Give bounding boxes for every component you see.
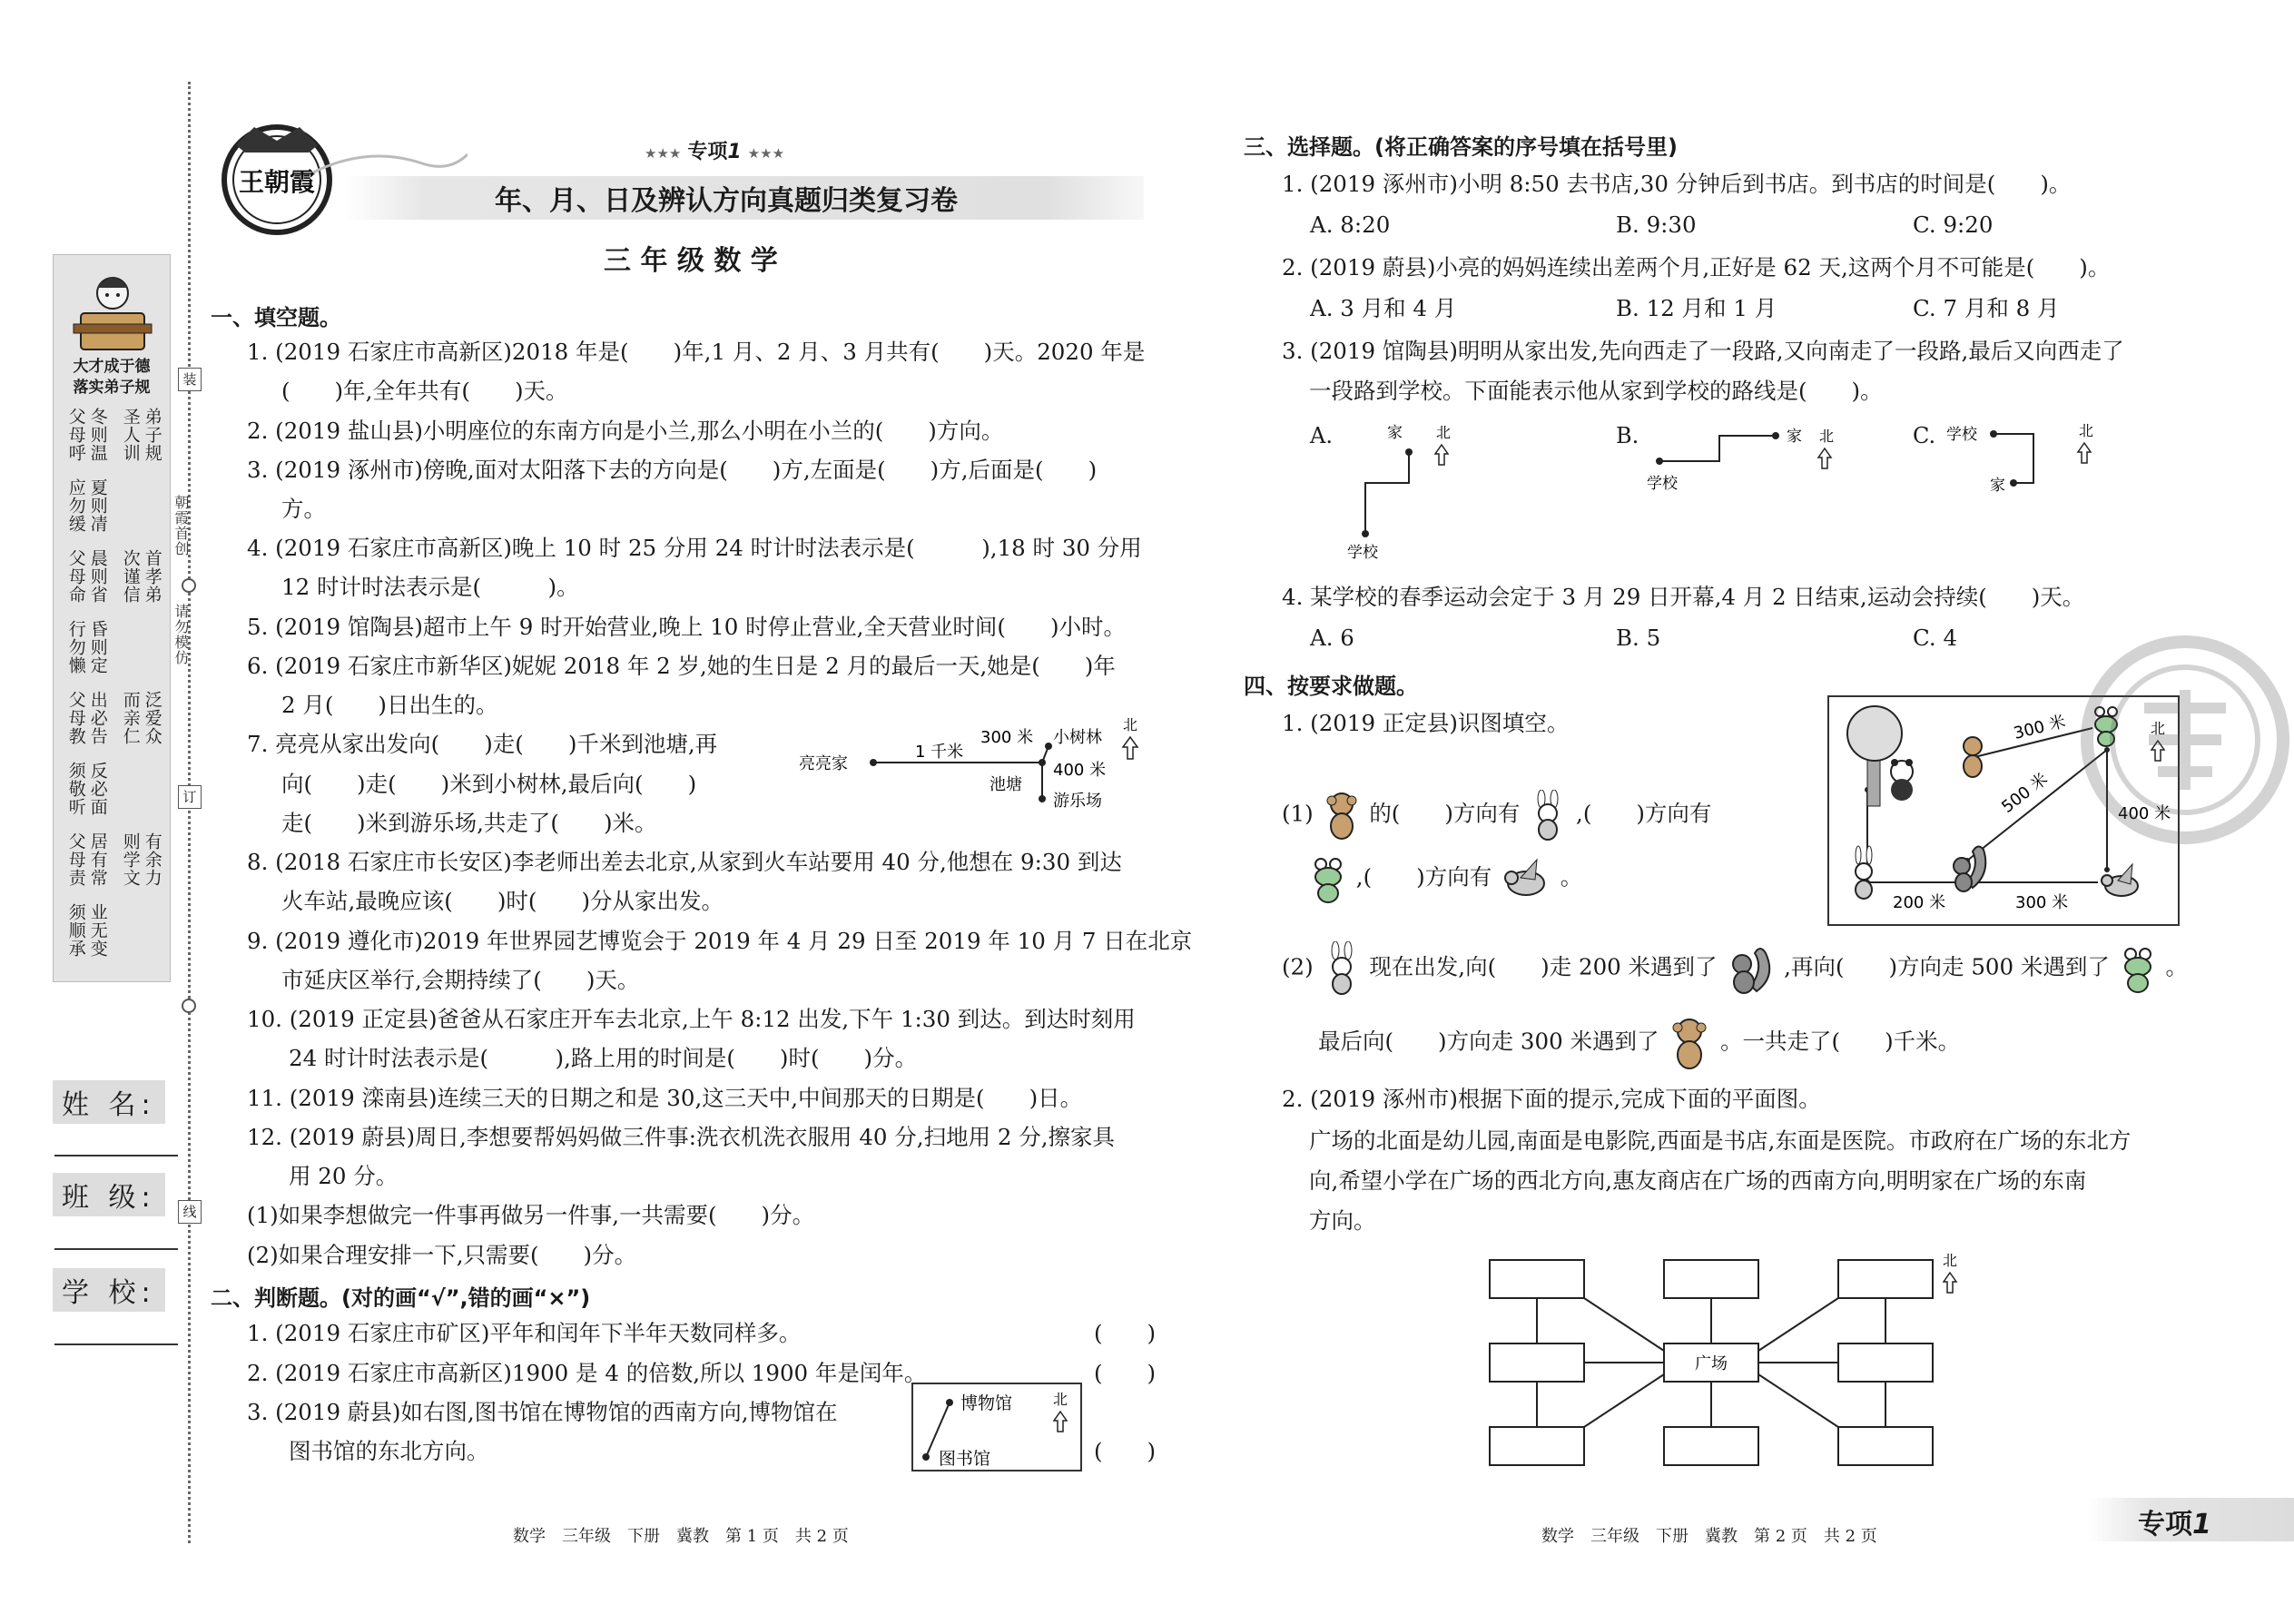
motto-line-2: 落实弟子规 [73, 378, 151, 397]
north-arrow-icon [1054, 1412, 1067, 1432]
svg-text:北: 北 [2079, 422, 2094, 439]
stars-left: ★★★ [645, 145, 682, 162]
squirrel-icon [1724, 940, 1777, 997]
sidebar-verse: 居有常 [87, 832, 108, 887]
q2-paragraph-line: 广场的北面是幼儿园,南面是电影院,西面是书店,东面是医院。市政府在广场的东北方 [1309, 1127, 2132, 1154]
sidebar-verse: 泛爱众 [142, 691, 162, 745]
section1-line: 用 20 分。 [289, 1163, 399, 1189]
map7-grove: 小树林 [1053, 728, 1102, 747]
sidebar-verse: 行勿懒 [65, 620, 86, 674]
s4-q1-line1: (1) 的( )方向有 ,( )方向有 [1282, 790, 1711, 841]
frog-icon [1307, 853, 1349, 904]
q2-paragraph-line: 方向。 [1309, 1207, 1376, 1234]
s4-q1-line3: (2) 现在出发,向( )走 200 米遇到了 ,再向( )方向走 500 米遇到了 。 [1282, 940, 2188, 997]
map3-north: 北 [1052, 1391, 1068, 1408]
binding-marker-zhuang: 装 [178, 368, 202, 391]
section1-line: 走( )米到游乐场,共走了( )米。 [281, 810, 657, 836]
section1-line: 24 时计时法表示是( ),路上用的时间是( )时( )分。 [289, 1045, 918, 1071]
section1-line: ( )年,全年共有( )天。 [281, 378, 568, 404]
section2-line: 图书馆的东北方向。 [289, 1438, 489, 1464]
sidebar-verses [59, 408, 166, 970]
section3-line: 3. (2019 馆陶县)明明从家出发,先向西走了一段路,又向南走了一段路,最后又向西走了 [1282, 338, 2124, 364]
tag-label: 专项 [687, 141, 728, 163]
vertical-note-nocopy: 请勿模仿 [172, 604, 190, 665]
plan-box-w [1490, 1343, 1584, 1382]
section3-line: 一段路到学校。下面能表示他从家到学校的路线是( )。 [1309, 378, 1883, 404]
svg-text:学校: 学校 [1347, 544, 1378, 562]
svg-text:家: 家 [1787, 428, 1802, 446]
binding-hole-icon [182, 578, 196, 593]
rabbit-icon [1856, 846, 1872, 899]
section1-line: 市延庆区举行,会期持续了( )天。 [281, 967, 640, 993]
sidebar-verse: 父母命 [65, 549, 86, 604]
sidebar-verse: 昏则定 [87, 620, 108, 674]
svg-text:北: 北 [1819, 428, 1835, 445]
svg-text:家: 家 [1387, 424, 1403, 442]
frog-icon [2117, 943, 2159, 994]
answer-paren: ( ) [1094, 1320, 1157, 1346]
monkey-icon [1666, 1015, 1713, 1071]
sidebar-verse: 冬则温 [87, 408, 108, 462]
north-arrow-icon [2078, 443, 2091, 463]
svg-text:300 米: 300 米 [2012, 712, 2068, 743]
north-arrow-icon [1944, 1273, 1956, 1293]
vertical-note-original: 朝霞首创 [172, 495, 190, 556]
north-arrow-icon [1123, 737, 1137, 759]
plan-box-n [1664, 1260, 1758, 1298]
section1-line: 1. (2019 石家庄市高新区)2018 年是( )年,1 月、2 月、3 月共有( )天。2020 年是 [247, 339, 1146, 365]
map7-north: 北 [1122, 717, 1138, 733]
footer-tag: 专项1 [2138, 1509, 2211, 1540]
section1-line: 9. (2019 遵化市)2019 年世界园艺博览会于 2019 年 4 月 29 日至 2019 年 10 月 7 日在北京 [247, 928, 1193, 954]
sidebar-verse: 晨则省 [87, 549, 108, 604]
sidebar-verse: 首孝弟 [142, 549, 162, 604]
sidebar-verse: 须顺承 [65, 903, 86, 958]
north-arrow-icon [1818, 448, 1831, 468]
sidebar-verse: 父母责 [65, 832, 86, 887]
sidebar-verse: 而亲仁 [120, 691, 141, 745]
sidebar-verse: 有余力 [142, 832, 162, 887]
sidebar-verse: 父母呼 [65, 408, 86, 462]
section1-line: 6. (2019 石家庄市新华区)妮妮 2018 年 2 岁,她的生日是 2 月的最后一天,她是( )年 [247, 653, 1116, 679]
s4-q1-title: 1. (2019 正定县)识图填空。 [1282, 710, 1570, 736]
sidebar-verse: 业无变 [87, 903, 108, 958]
svg-text:400 米: 400 米 [2118, 804, 2171, 823]
scholar-figure-icon [72, 268, 153, 359]
option-q2: A. 3 月和 4 月 [1310, 295, 1457, 321]
class-field[interactable] [54, 1248, 178, 1250]
section1-line: 2 月( )日出生的。 [281, 692, 498, 718]
footer-left: 数学 三年级 下册 冀教 第 1 页 共 2 页 [513, 1527, 849, 1546]
sidebar-verse: 出必告 [87, 691, 108, 745]
section1-line: (1)如果李想做完一件事再做另一件事,一共需要( )分。 [247, 1202, 815, 1228]
section1-line: 8. (2018 石家庄市长安区)李老师出差去北京,从家到火车站要用 40 分,他想在 9:30 到达 [247, 849, 1122, 875]
section1-line: 7. 亮亮从家出发向( )走( )千米到池塘,再 [247, 731, 718, 757]
section1-line: 3. (2019 涿州市)傍晚,面对太阳落下去的方向是( )方,左面是( )方,后面是( ) [247, 457, 1098, 483]
watermark-stamp [2081, 635, 2289, 844]
answer-paren: ( ) [1094, 1438, 1157, 1464]
name-field[interactable] [54, 1155, 178, 1156]
route-option-a [1334, 418, 1462, 563]
footer-right: 数学 三年级 下册 冀教 第 2 页 共 2 页 [1541, 1527, 1877, 1546]
option-q1: A. 8:20 [1310, 212, 1391, 238]
sidebar-verse: 弟子规 [142, 408, 162, 462]
sidebar-panel [53, 254, 171, 982]
section1-line: 向( )走( )米到小树林,最后向( ) [281, 771, 697, 797]
section3-line: 2. (2019 蔚县)小亮的妈妈连续出差两个月,正好是 62 天,这两个月不可能是( )。 [1282, 254, 2111, 281]
plan-box-s [1664, 1427, 1758, 1465]
map7-park: 游乐场 [1053, 792, 1102, 811]
binding-dotted-line [188, 82, 191, 1543]
answer-paren: ( ) [1094, 1360, 1157, 1386]
logo-text: 王朝霞 [238, 167, 316, 197]
q3-option-b: B. [1616, 423, 1639, 448]
sidebar-verse: 反必面 [87, 762, 108, 816]
sidebar-verse: 圣人训 [120, 408, 141, 462]
plan-box-sw [1490, 1427, 1584, 1465]
svg-text:200 米: 200 米 [1893, 893, 1946, 912]
svg-text:北: 北 [2150, 720, 2166, 737]
svg-text:北: 北 [1436, 424, 1452, 441]
section2-title: 二、判断题。(对的画“√”,错的画“×”) [211, 1285, 591, 1311]
section3-line: 4. 某学校的春季运动会定于 3 月 29 日开幕,4 月 2 日结束,运动会持续( )天。 [1282, 584, 2085, 610]
section1-line: 2. (2019 盐山县)小明座位的东南方向是小兰,那么小明在小兰的( )方向。 [247, 418, 1004, 444]
option-q4: B. 5 [1616, 625, 1661, 651]
section3-title: 三、选择题。(将正确答案的序号填在括号里) [1244, 134, 1678, 160]
name-label: 姓 名: [53, 1080, 165, 1124]
plan-plaza-label: 广场 [1695, 1354, 1728, 1373]
option-q1: C. 9:20 [1913, 212, 1994, 238]
section1-title: 一、填空题。 [211, 305, 341, 330]
motto-line-1: 大才成于德 [73, 358, 151, 376]
sidebar-motto [54, 357, 170, 399]
s4-q1-line2: ,( )方向有 。 [1307, 853, 1582, 904]
sidebar-verse: 父母教 [65, 691, 86, 745]
tag-number: 1 [727, 141, 742, 163]
map3-library: 图书馆 [939, 1449, 991, 1469]
school-field[interactable] [54, 1343, 178, 1345]
section-tag [645, 136, 784, 164]
option-q4: A. 6 [1310, 625, 1354, 651]
svg-text:家: 家 [1990, 477, 2005, 495]
sidebar-verse: 夏则凊 [87, 478, 108, 533]
section1-line: 10. (2019 正定县)爸爸从石家庄开车去北京,上午 8:12 出发,下午 1:30 到达。到达时刻用 [247, 1006, 1136, 1032]
section2-line: 2. (2019 石家庄市高新区)1900 是 4 的倍数,所以 1900 年是闰年。 [247, 1360, 927, 1386]
bird-icon [1499, 856, 1553, 901]
section1-line: 12. (2019 蔚县)周日,李想要帮妈妈做三件事:洗衣机洗衣服用 40 分,扫地用 2 分,擦家具 [247, 1124, 1116, 1150]
sidebar-verse: 则学文 [120, 832, 141, 887]
page-title: 年、月、日及辨认方向真题归类复习卷 [495, 185, 958, 217]
section1-line: (2)如果合理安排一下,只需要( )分。 [247, 1242, 637, 1268]
section3-line: 1. (2019 涿州市)小明 8:50 去书店,30 分钟后到书店。到书店的时间是( )。 [1282, 171, 2072, 197]
school-label: 学 校: [53, 1268, 165, 1312]
svg-text:学校: 学校 [1647, 475, 1678, 493]
svg-text:500 米: 500 米 [1998, 769, 2052, 817]
svg-text:300 米: 300 米 [2015, 893, 2069, 912]
plan-box-ne [1838, 1260, 1933, 1298]
plan-box-e [1838, 1343, 1933, 1382]
binding-marker-ding: 订 [178, 785, 202, 809]
q3-option-c: C. [1913, 423, 1936, 448]
route-map-q7 [799, 717, 1144, 817]
section2-line: 1. (2019 石家庄市矿区)平年和闰年下半年天数同样多。 [247, 1320, 802, 1346]
section1-line: 12 时计时法表示是( )。 [281, 574, 579, 600]
section1-line: 4. (2019 石家庄市高新区)晚上 10 时 25 分用 24 时计时法表示是( ),18 时 30 分用 [247, 535, 1142, 561]
plan-north: 北 [1942, 1253, 1958, 1269]
section2-line: 3. (2019 蔚县)如右图,图书馆在博物馆的西南方向,博物馆在 [247, 1399, 838, 1425]
binding-marker-xian: 线 [178, 1200, 202, 1224]
svg-text:学校: 学校 [1946, 426, 1977, 444]
north-arrow-icon [1435, 445, 1448, 465]
monkey-icon [1321, 790, 1363, 841]
map7-home: 亮亮家 [799, 754, 848, 773]
section1-line: 5. (2019 馆陶县)超市上午 9 时开始营业,晚上 10 时停止营业,全天营业时间( )小时。 [247, 614, 1127, 640]
q2-paragraph-line: 向,希望小学在广场的西北方向,惠友商店在广场的西南方向,明明家在广场的东南 [1309, 1167, 2087, 1194]
s4-q2-title: 2. (2019 涿州市)根据下面的提示,完成下面的平面图。 [1282, 1086, 1821, 1112]
map7-seg2: 300 米 [980, 728, 1034, 747]
section1-line: 火车站,最晚应该( )时( )分从家出发。 [281, 888, 724, 914]
plan-box-nw [1490, 1260, 1584, 1298]
s4-q1-line4: 最后向( )方向走 300 米遇到了 。一共走了( )千米。 [1318, 1015, 1960, 1071]
option-q2: C. 7 月和 8 月 [1913, 295, 2060, 321]
sidebar-verse: 次谨信 [120, 549, 141, 604]
rabbit-icon [1321, 941, 1363, 996]
rabbit-icon [1527, 790, 1569, 841]
option-q1: B. 9:30 [1616, 212, 1697, 238]
route-option-c [1943, 418, 2106, 508]
panda-icon [1891, 759, 1913, 801]
option-q2: B. 12 月和 1 月 [1616, 295, 1777, 321]
option-q4: C. 4 [1913, 625, 1958, 651]
stars-right: ★★★ [747, 145, 785, 162]
map7-seg3: 400 米 [1053, 761, 1107, 780]
plan-diagram [1487, 1253, 1959, 1471]
map7-pond: 池塘 [989, 775, 1022, 794]
plan-box-se [1838, 1427, 1933, 1465]
museum-map [911, 1383, 1082, 1471]
squirrel-icon [1954, 846, 1985, 891]
section4-title: 四、按要求做题。 [1244, 674, 1418, 699]
map7-seg1: 1 千米 [915, 743, 964, 762]
class-label: 班 级: [53, 1173, 165, 1216]
sidebar-verse: 应勿缓 [65, 478, 86, 533]
section1-line: 11. (2019 滦南县)连续三天的日期之和是 30,这三天中,中间那天的日期是( )日。 [247, 1085, 1083, 1111]
binding-hole-icon [182, 999, 196, 1013]
page-subtitle: 三 年 级 数 学 [604, 245, 778, 277]
sidebar-verse: 须敬听 [65, 762, 86, 816]
monkey-icon [1964, 737, 1982, 777]
section1-line: 方。 [281, 496, 326, 522]
map3-museum: 博物馆 [960, 1393, 1013, 1413]
route-option-b [1641, 418, 1841, 508]
q3-option-a: A. [1310, 423, 1333, 448]
